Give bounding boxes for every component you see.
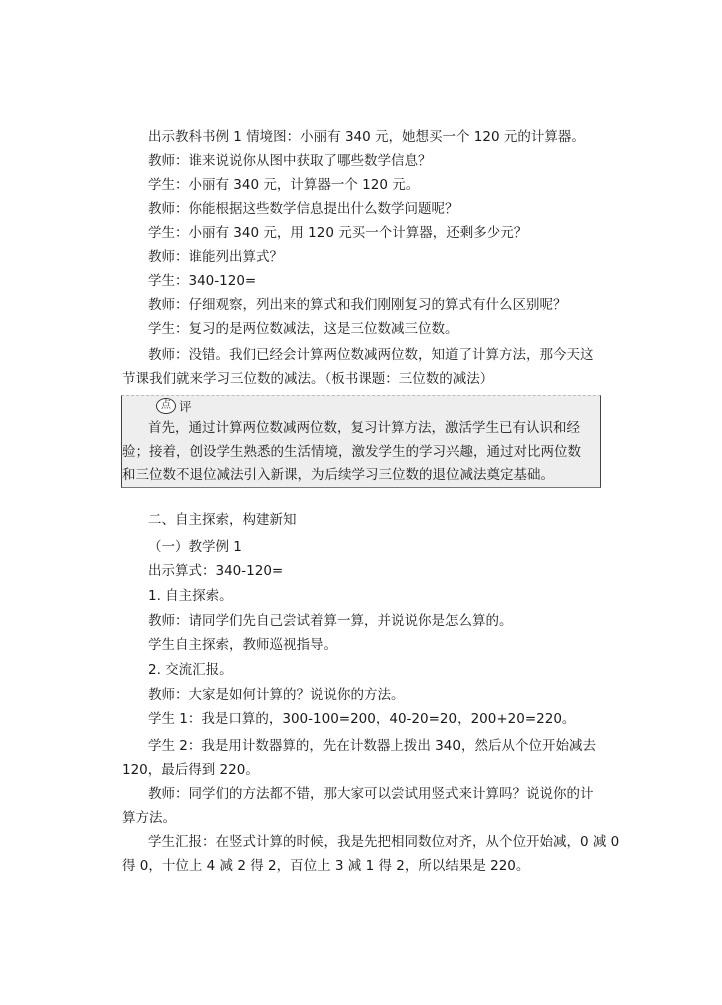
text-line: 学生：小丽有 340 元，计算器一个 120 元。 [148,177,420,193]
comment-stamp [156,397,192,415]
paragraph-line: 教师：同学们的方法都不错，那大家可以尝试用竖式来计算吗？说说你的计 [148,786,594,802]
text-line: 学生：复习的是两位数减法，这是三位数减三位数。 [148,321,459,337]
text-line: 教师：谁来说说你从图中获取了哪些数学信息？ [148,153,432,169]
sub-heading: （一）教学例 1 [148,539,242,555]
comment-line: 和三位数不退位减法引入新课，为后续学习三位数的退位减法奠定基础。 [122,467,554,483]
text-line: 教师：请同学们先自己尝试着算一算，并说说你是怎么算的。 [148,613,513,629]
section-heading: 二、自主探索，构建新知 [148,512,297,528]
comment-line: 首先，通过计算两位数减两位数，复习计算方法，激活学生已有认识和经 [148,420,580,436]
paragraph-line: 算方法。 [122,810,176,826]
paragraph-line: 节课我们就来学习三位数的减法。（板书课题：三位数的减法） [122,371,494,387]
step-heading: 1. 自主探索。 [148,588,233,604]
text-line: 出示教科书例 1 情境图：小丽有 340 元，她想买一个 120 元的计算器。 [148,129,585,145]
text-line: 出示算式：340-120= [148,563,284,579]
paragraph-line: 教师：没错。我们已经会计算两位数减两位数，知道了计算方法，那今天这 [148,347,594,363]
text-line: 学生 1：我是口算的，300-100=200，40-20=20，200+20=220。 [148,711,576,727]
text-line: 学生自主探索，教师巡视指导。 [148,637,337,653]
text-line: 学生：小丽有 340 元，用 120 元买一个计算器，还剩多少元？ [148,225,528,241]
paragraph-line: 120，最后得到 220。 [122,762,259,778]
comment-line: 验；接着，创设学生熟悉的生活情境，激发学生的学习兴趣，通过对比两位数 [122,444,581,460]
comment-icon: 点 [156,398,176,414]
comment-label: 评 [179,399,192,414]
paragraph-line: 学生 2：我是用计数器算的，先在计数器上拨出 340，然后从个位开始减去 [148,738,596,754]
text-line: 教师：谁能列出算式？ [148,249,283,265]
paragraph-line: 得 0，十位上 4 减 2 得 2，百位上 3 减 1 得 2，所以结果是 220。 [122,858,530,874]
text-line: 教师：大家是如何计算的？说说你的方法。 [148,687,405,703]
text-line: 教师：你能根据这些数学信息提出什么数学问题呢？ [148,201,459,217]
text-line: 教师：仔细观察，列出来的算式和我们刚刚复习的算式有什么区别呢？ [148,297,567,313]
paragraph-line: 学生汇报：在竖式计算的时候，我是先把相同数位对齐，从个位开始减，0 减 0 [148,834,620,850]
step-heading: 2. 交流汇报。 [148,662,233,678]
text-line: 学生：340-120= [148,273,257,289]
